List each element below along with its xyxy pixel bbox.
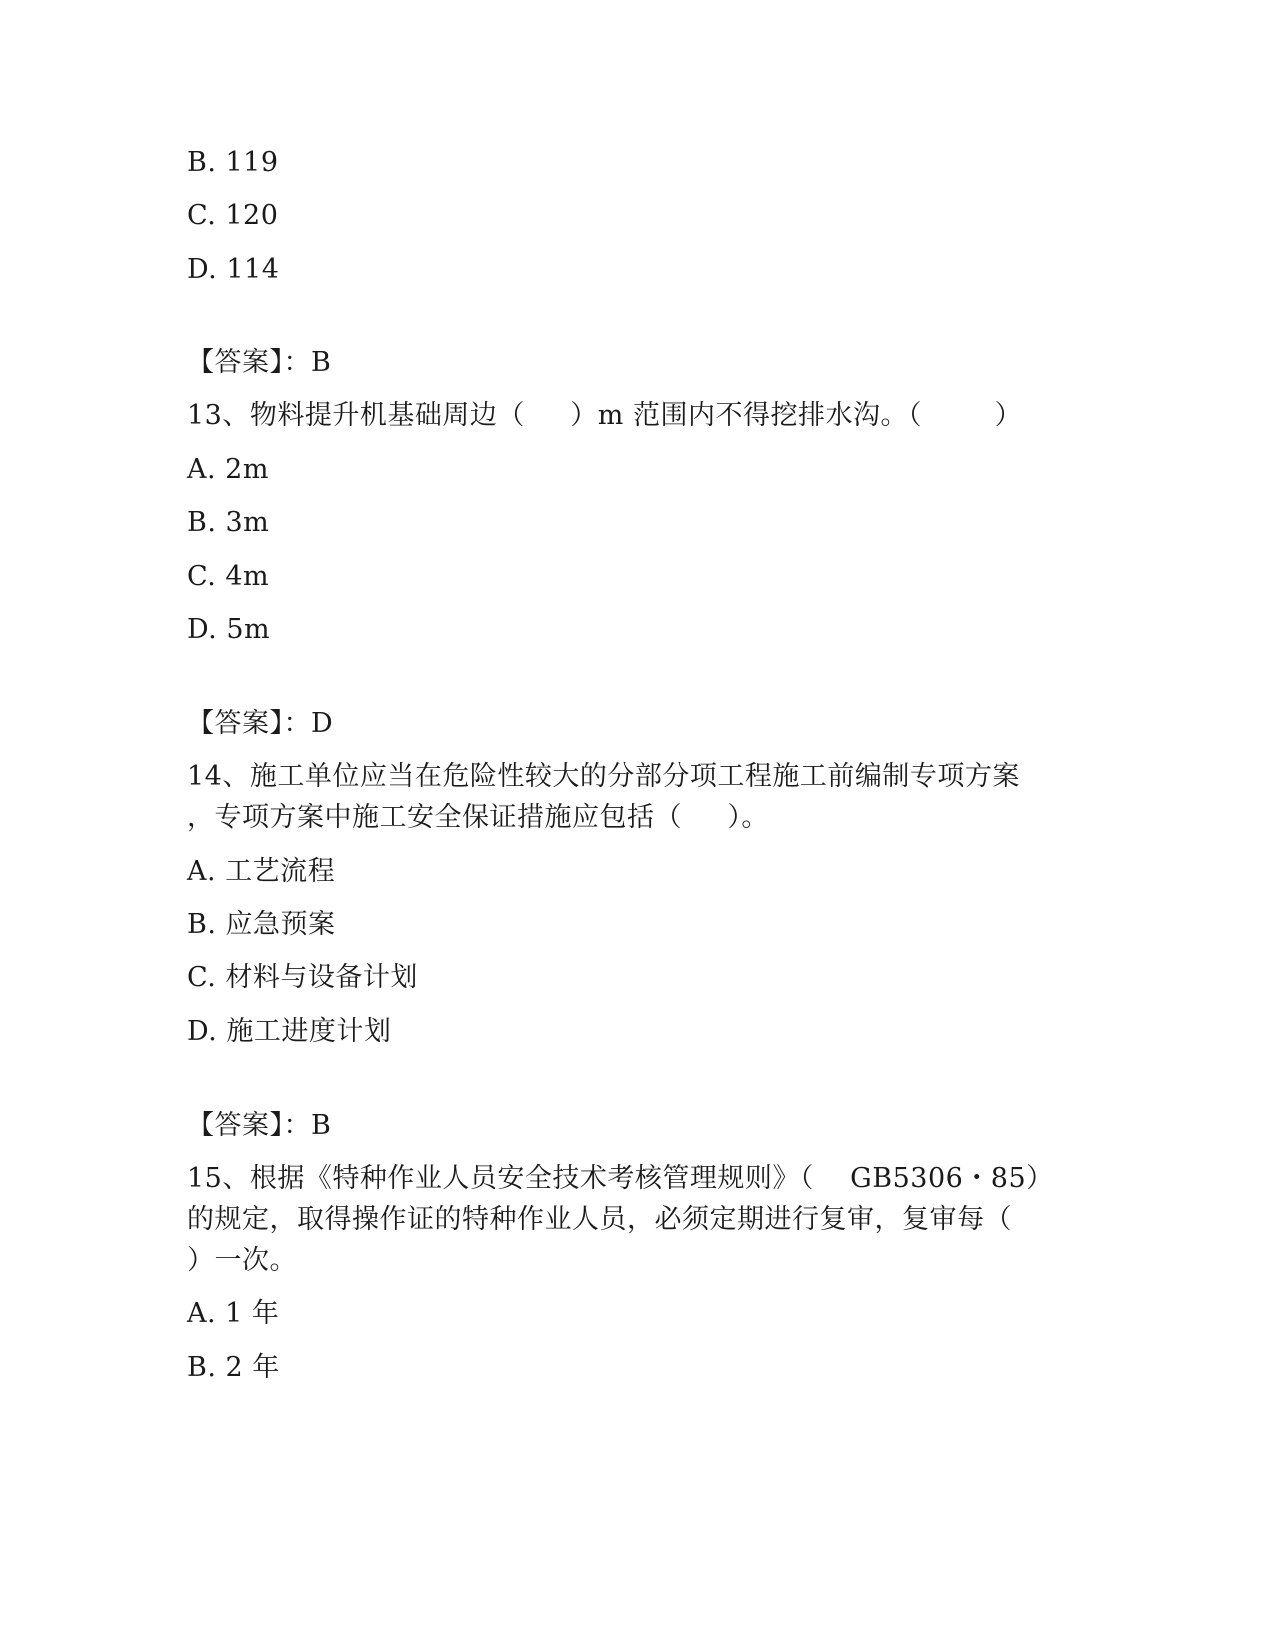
q14-stem-line-1: 14、施工单位应当在危险性较大的分部分项工程施工前编制专项方案 (187, 761, 1020, 792)
q15-stem-line-2: 的规定，取得操作证的特种作业人员，必须定期进行复审，复审每（ (187, 1204, 1012, 1235)
q13-option-b: B. 3m (187, 507, 270, 538)
q14-option-a: A. 工艺流程 (187, 856, 336, 887)
q12-option-c: C. 120 (187, 200, 279, 231)
q14-stem-line-2: ，专项方案中施工安全保证措施应包括（ ）。 (187, 802, 769, 833)
q13-answer: 【答案】：D (187, 708, 334, 739)
q13-option-a: A. 2m (187, 454, 269, 485)
q15-stem-line-1: 15、根据《特种作业人员安全技术考核管理规则》（ GB5306・85） (187, 1163, 1054, 1194)
q14-answer: 【答案】：B (187, 1110, 332, 1141)
q14-option-d: D. 施工进度计划 (187, 1016, 392, 1047)
q14-option-c: C. 材料与设备计划 (187, 962, 418, 993)
q13-stem: 13、物料提升机基础周边（ ）m 范围内不得挖排水沟。（ ） (187, 400, 1023, 431)
q14-option-b: B. 应急预案 (187, 909, 336, 940)
q12-answer: 【答案】：B (187, 347, 332, 378)
q12-option-d: D. 114 (187, 254, 280, 285)
q13-option-d: D. 5m (187, 614, 271, 645)
q12-option-b: B. 119 (187, 147, 279, 178)
q15-stem-line-3: ）一次。 (187, 1245, 297, 1276)
q15-option-a: A. 1 年 (187, 1298, 280, 1329)
q13-option-c: C. 4m (187, 561, 270, 592)
q15-option-b: B. 2 年 (187, 1352, 280, 1383)
